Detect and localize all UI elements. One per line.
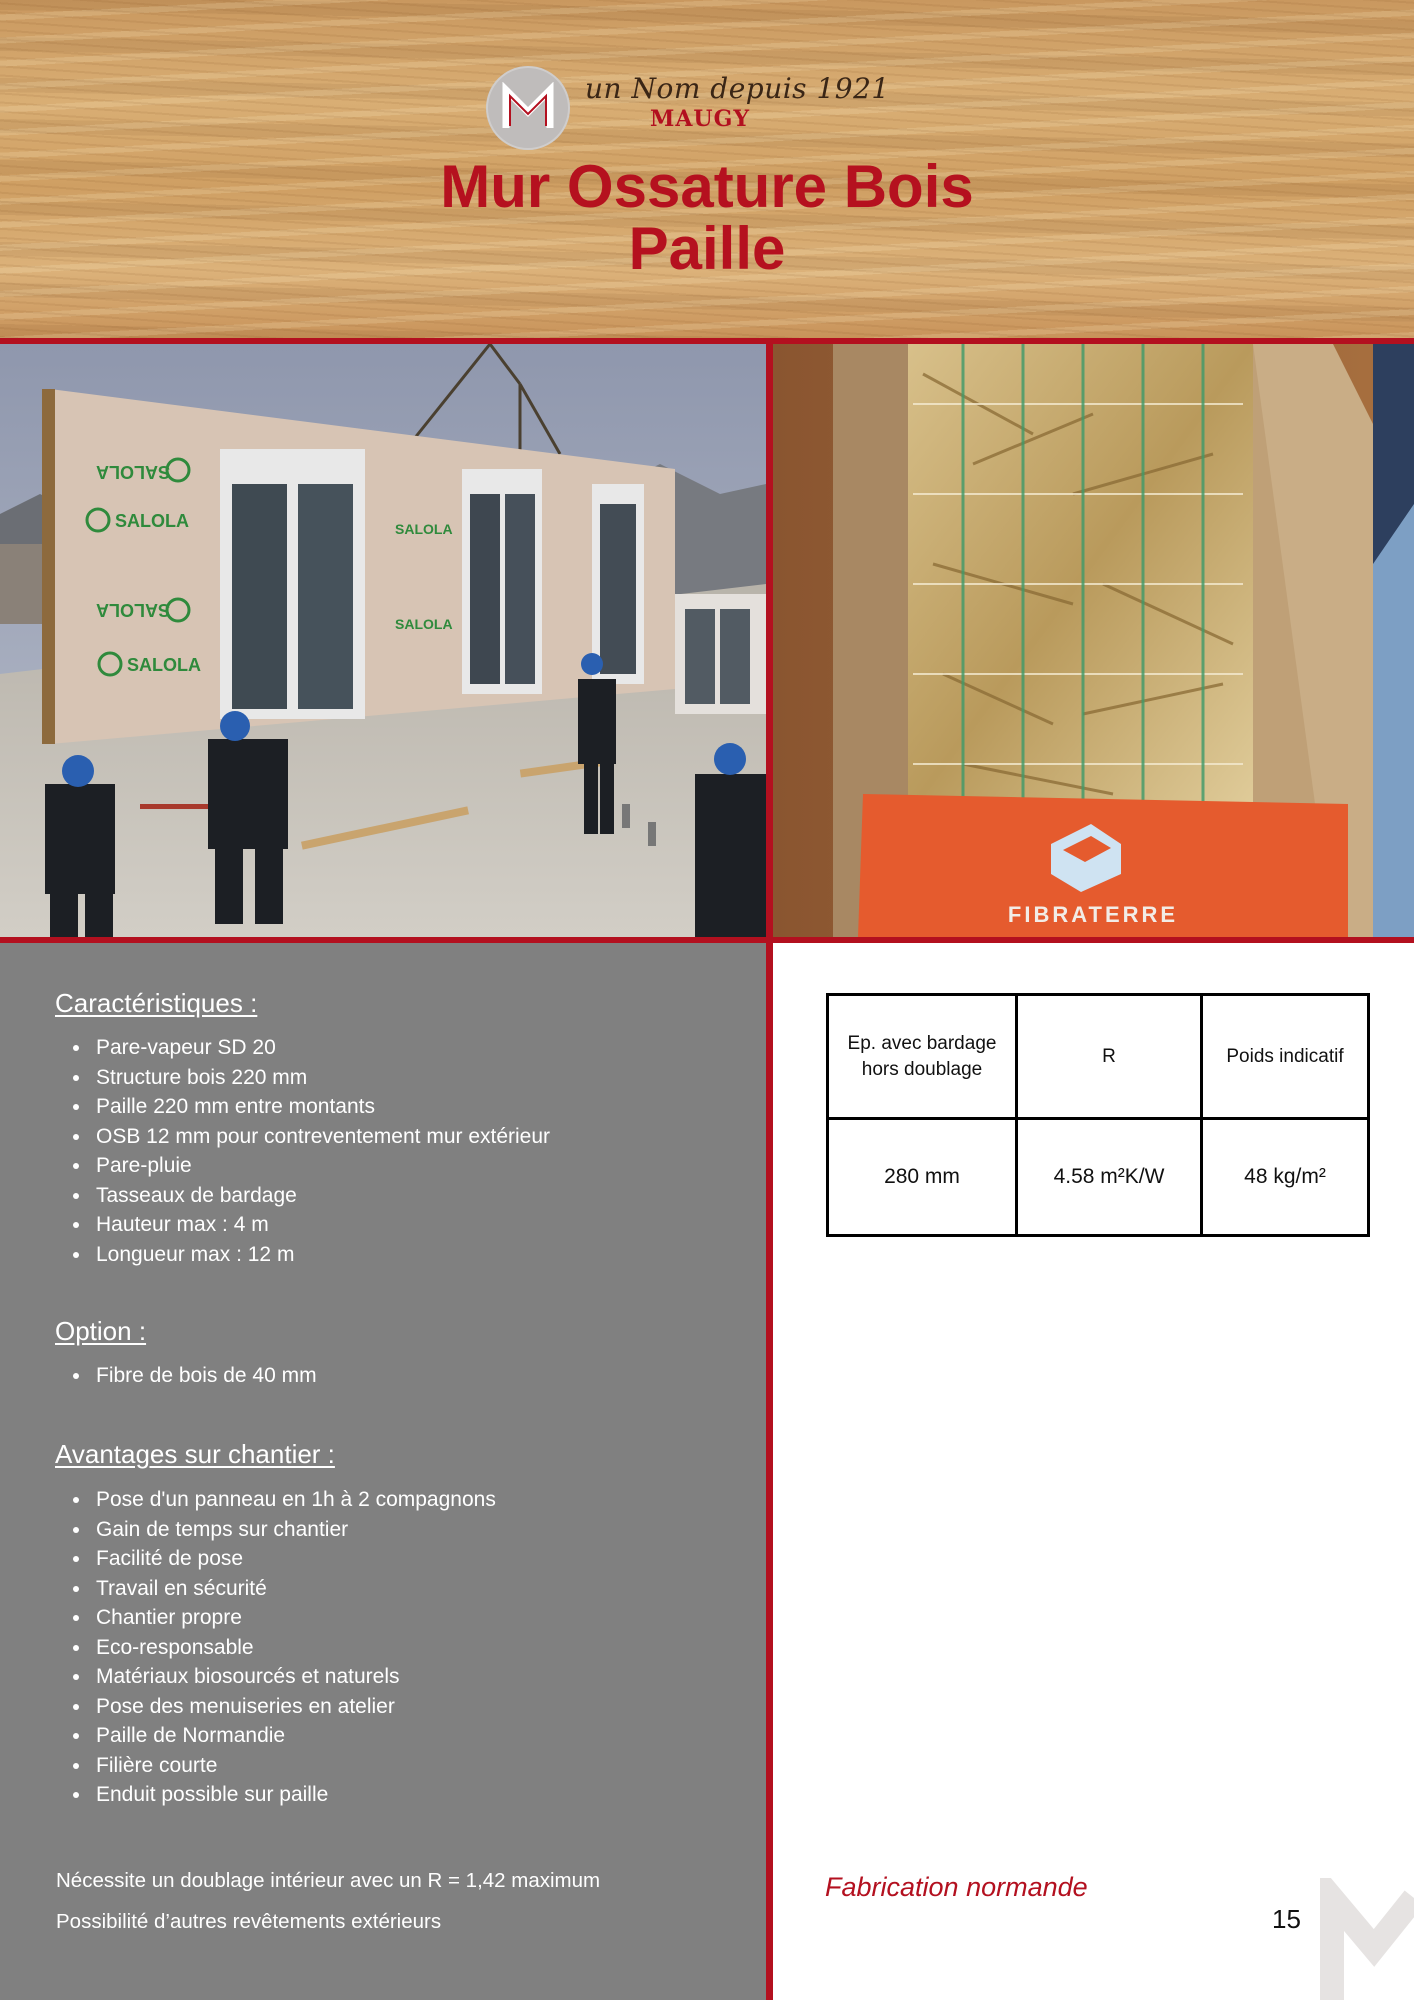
option-list: [62, 1361, 317, 1391]
list-item: • Chantier propre: [92, 1603, 496, 1633]
spec-table: [826, 993, 1370, 1237]
list-item: • OSB 12 mm pour contreventement mur extérieur: [92, 1122, 550, 1152]
list-item: • Gain de temps sur chantier: [92, 1515, 496, 1545]
list-item: • Eco-responsable: [92, 1633, 496, 1663]
brand-name: MAUGY: [650, 106, 751, 132]
table-header-row: [828, 995, 1369, 1119]
list-item: • Tasseaux de bardage: [92, 1181, 550, 1211]
salola-print: SALOLA: [96, 462, 170, 482]
page-number: 15: [1272, 1904, 1301, 1934]
salola-print: SALOLA: [395, 616, 453, 632]
advantages-list: [62, 1485, 496, 1810]
table-cell: 48 kg/m²: [1202, 1119, 1369, 1236]
table-cell: 4.58 m²K/W: [1017, 1119, 1202, 1236]
fibraterre-label: FIBRATERRE: [1007, 902, 1179, 927]
list-item: • Matériaux biosourcés et naturels: [92, 1662, 496, 1692]
list-item: • Hauteur max : 4 m: [92, 1210, 550, 1240]
list-item: • Filière courte: [92, 1751, 496, 1781]
list-item: • Enduit possible sur paille: [92, 1780, 496, 1810]
salola-print: SALOLA: [96, 600, 170, 620]
requirement-note: Nécessite un doublage intérieur avec un R = 1,42 maximum: [56, 1869, 601, 1892]
list-item: • Pose d'un panneau en 1h à 2 compagnons: [92, 1485, 496, 1515]
made-in-normandy: Fabrication normande: [825, 1872, 1088, 1902]
maugy-logo-icon: [486, 66, 570, 150]
table-row: [828, 1119, 1369, 1236]
table-header-cell: R: [1017, 995, 1202, 1119]
characteristics-list: [62, 1033, 550, 1269]
salola-print: SALOLA: [127, 655, 201, 675]
alternative-note: Possibilité d’autres revêtements extérieurs: [56, 1910, 442, 1933]
list-item: • Paille 220 mm entre montants: [92, 1092, 550, 1122]
list-item: • Pare-pluie: [92, 1151, 550, 1181]
features-panel: [0, 943, 766, 2000]
table-header-cell: Ep. avec bardage hors doublage: [828, 995, 1017, 1119]
characteristics-heading: Caractéristiques :: [55, 988, 258, 1018]
option-heading: Option :: [55, 1316, 147, 1346]
list-item: • Fibre de bois de 40 mm: [92, 1361, 317, 1391]
list-item: • Longueur max : 12 m: [92, 1240, 550, 1270]
table-header-cell: Poids indicatif: [1202, 995, 1369, 1119]
salola-print: SALOLA: [395, 521, 453, 537]
table-cell: 280 mm: [828, 1119, 1017, 1236]
header-banner: [0, 0, 1414, 338]
page-title: [257, 153, 1157, 282]
list-item: • Structure bois 220 mm: [92, 1063, 550, 1093]
title-line-2: Paille: [628, 215, 786, 282]
list-item: • Pose des menuiseries en atelier: [92, 1692, 496, 1722]
list-item: • Facilité de pose: [92, 1544, 496, 1574]
construction-site-photo: [0, 344, 766, 937]
brand-tagline: un Nom depuis 1921: [585, 72, 890, 105]
list-item: • Paille de Normandie: [92, 1721, 496, 1751]
divider-vertical: [766, 338, 773, 2000]
list-item: • Pare-vapeur SD 20: [92, 1033, 550, 1063]
salola-print: SALOLA: [115, 511, 189, 531]
straw-sample-photo: [773, 344, 1414, 937]
divider-top: [0, 338, 1414, 344]
title-line-1: Mur Ossature Bois: [440, 153, 974, 220]
list-item: • Travail en sécurité: [92, 1574, 496, 1604]
advantages-heading: Avantages sur chantier :: [55, 1439, 335, 1469]
corner-m-logo-icon: [1318, 1878, 1414, 2004]
